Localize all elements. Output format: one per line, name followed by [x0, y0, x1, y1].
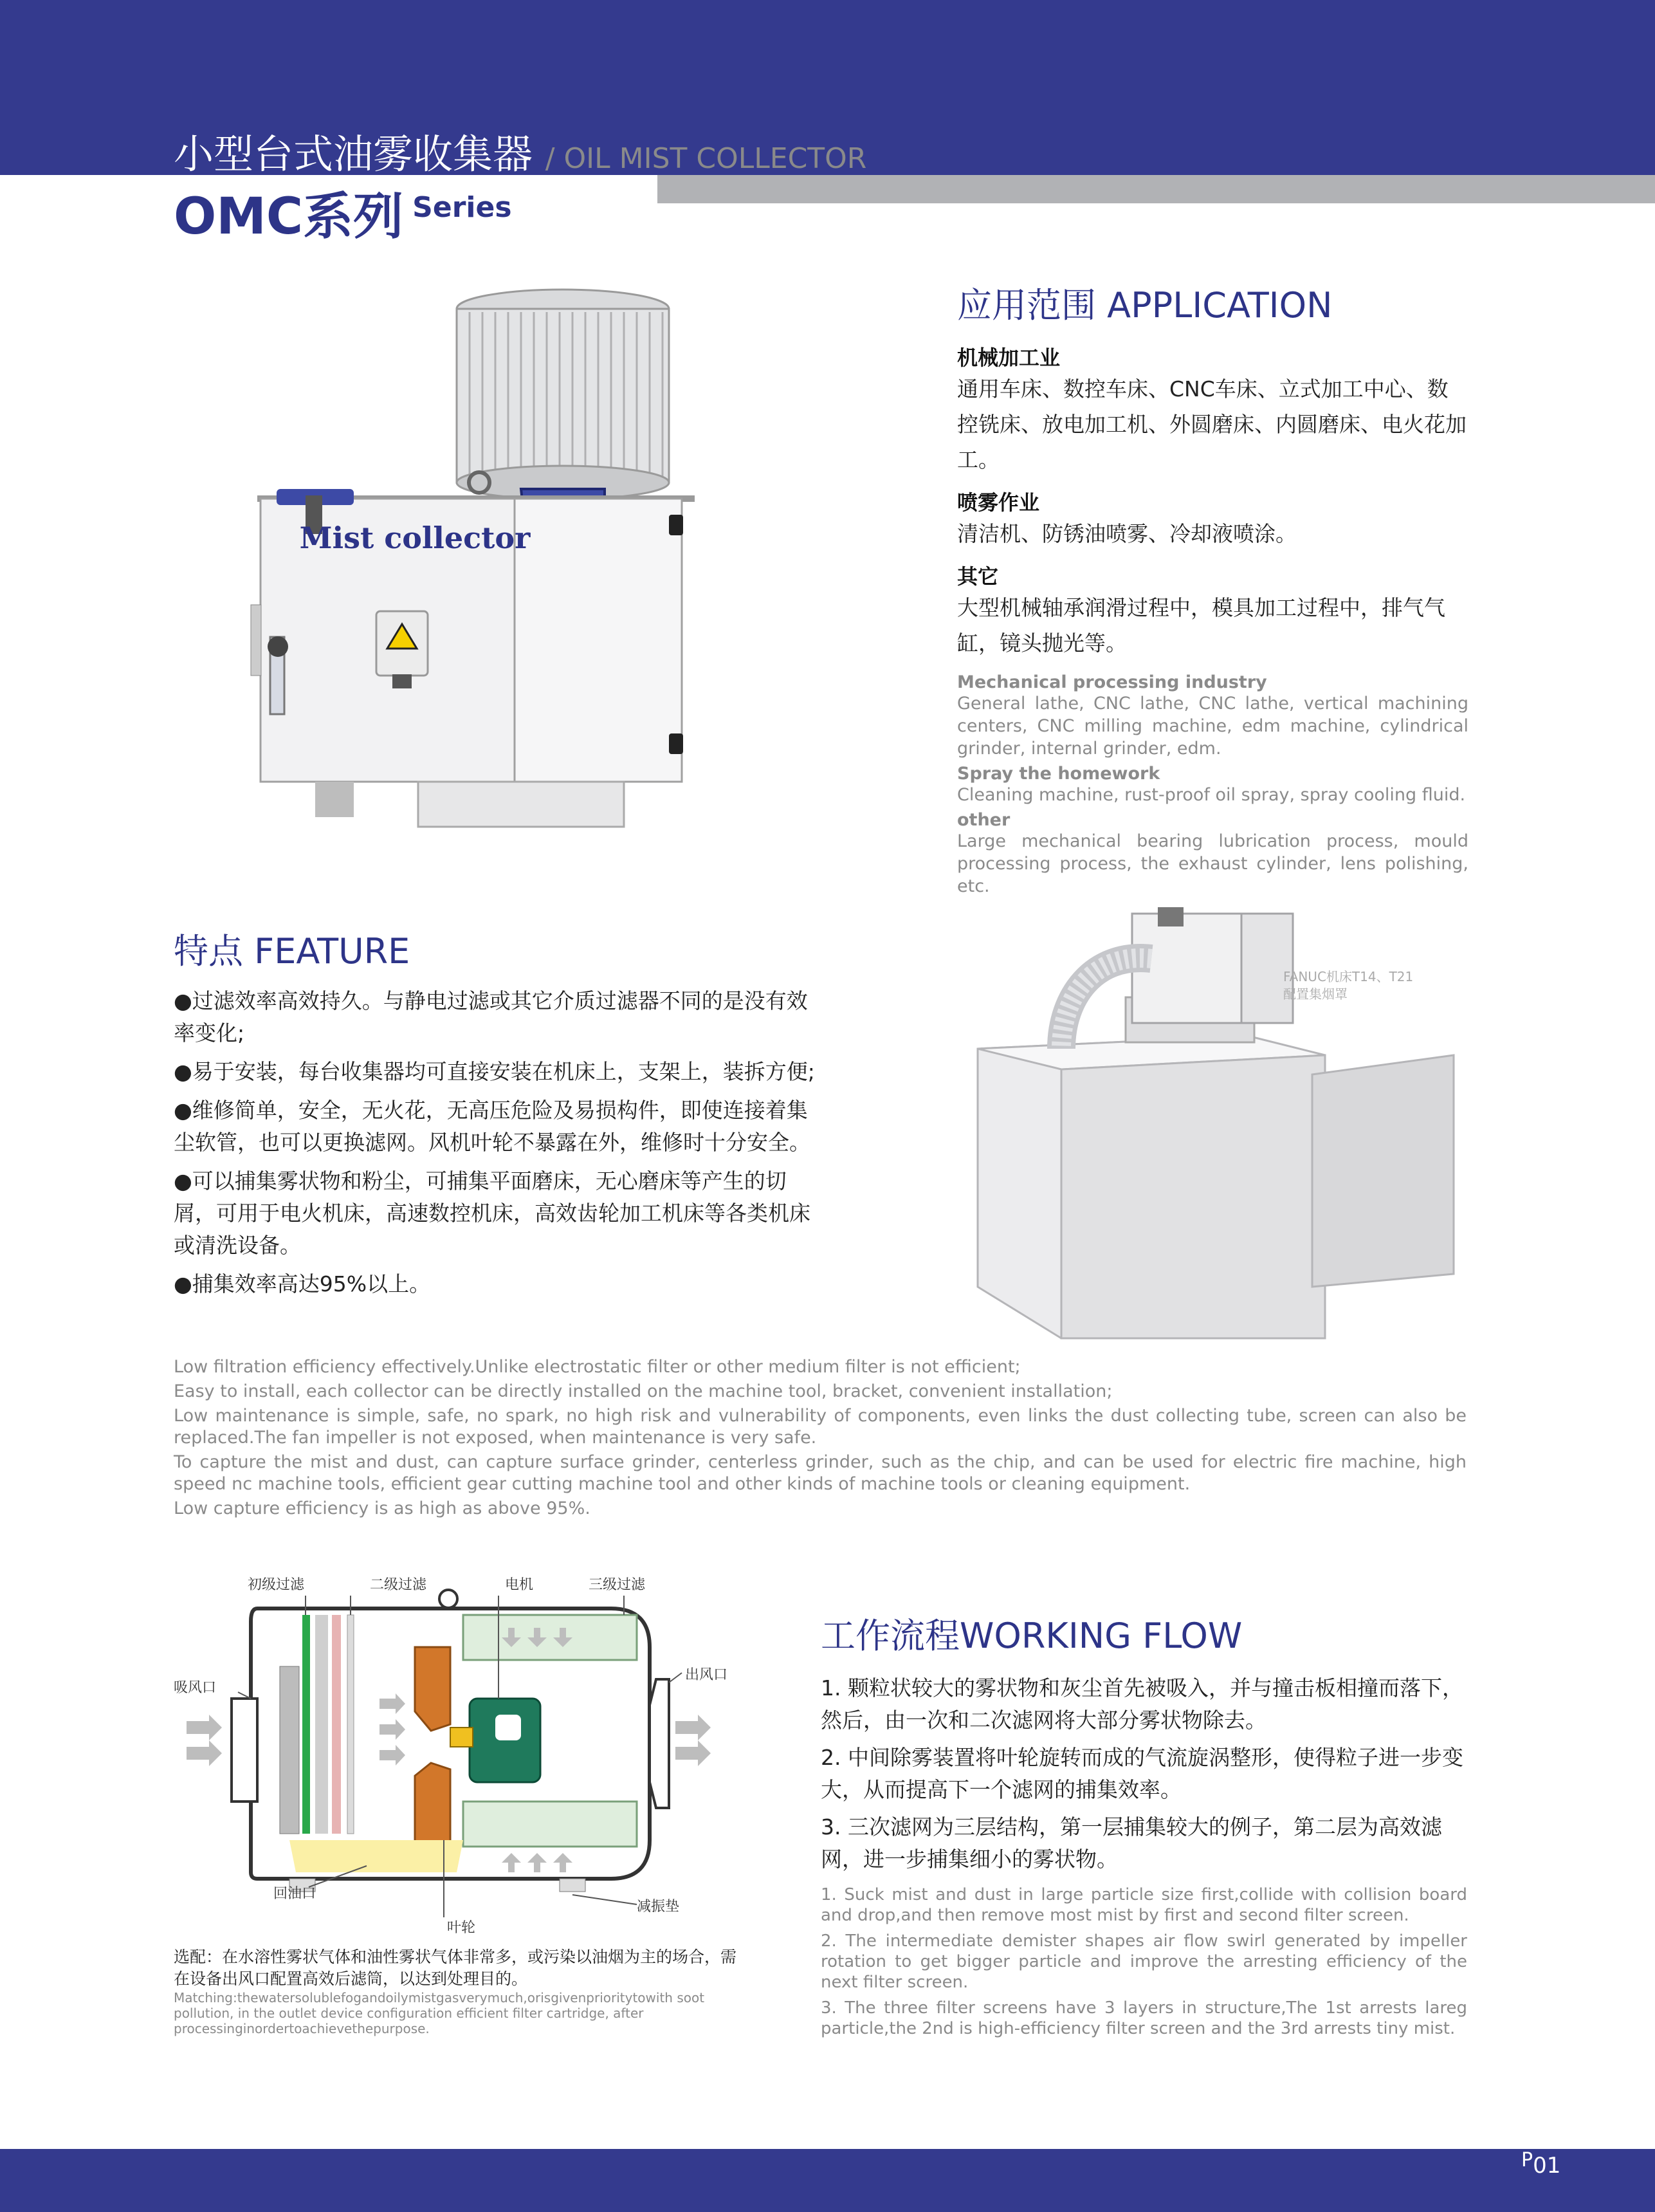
- label-motor: 电机: [505, 1577, 534, 1593]
- application-en-group-3: [957, 810, 1468, 898]
- feature-list-en: [174, 1356, 1467, 1522]
- application-group-title: 喷雾作业: [957, 490, 1040, 515]
- working-flow-step-en: 3. The three filter screens have 3 layers in structure,The 1st arrests lareg particle,the 2nd is high-efficiency filter screen and the 3rd arrests tiny mist.: [821, 1998, 1467, 2038]
- feature-item: ●可以捕集雾状物和粉尘，可捕集平面磨床，无心磨床等产生的切屑，可用于电火机床，高速数控机床，高效齿轮加工机床等各类机床或清洗设备。: [174, 1168, 810, 1258]
- footer-band: [0, 2149, 1655, 2212]
- application-group-1: [957, 342, 1468, 477]
- application-group-text: 清洁机、防锈油喷雾、冷却液喷涂。: [957, 521, 1297, 546]
- photo-caption-line1: FANUC机床T14、T21: [1283, 969, 1414, 984]
- feature-item-en: Low maintenance is simple, safe, no spark, no high risk and vulnerability of components, even links the dust collecting tube, screen can also be replaced.The fan impeller is not exposed, when maintenance is very safe.: [174, 1406, 1467, 1448]
- application-group-title: 其它: [957, 564, 999, 589]
- application-en-group-2: [957, 764, 1468, 806]
- secondary-filter: [347, 1615, 354, 1834]
- outlet-arrows: [675, 1715, 711, 1766]
- application-group-3: [957, 560, 1468, 661]
- application-group-text: 大型机械轴承润滑过程中，模具加工过程中，排气气缸，镜头抛光等。: [957, 595, 1445, 656]
- label-inlet: 吸风口: [174, 1680, 217, 1696]
- label-outlet: 出风口: [685, 1667, 728, 1683]
- page-title: [174, 122, 866, 180]
- working-flow-step: 3. 三次滤网为三层结构，第一层捕集较大的例子，第二层为高效滤网，进一步捕集细小的雾状物。: [821, 1814, 1442, 1872]
- inlet-port: [232, 1699, 257, 1802]
- working-flow-steps-en: [821, 1885, 1467, 2039]
- filter-cartridge: [457, 290, 669, 499]
- working-flow-step: 2. 中间除雾装置将叶轮旋转而成的气流旋涡整形，使得粒子进一步变大，从而提高下一个滤网的捕集效率。: [821, 1745, 1463, 1802]
- feature-item: ●维修简单，安全，无火花，无高压危险及易损构件，即使连接着集尘软管，也可以更换滤网。风机叶轮不暴露在外，维修时十分安全。: [174, 1098, 810, 1155]
- application-en-text: Large mechanical bearing lubrication process, mould processing process, the exhaust cylinder, lens polishing, etc.: [957, 831, 1468, 896]
- application-heading: 应用范围 APPLICATION: [957, 285, 1333, 326]
- feature-item-en: Easy to install, each collector can be directly installed on the machine tool, bracket, convenient installation;: [174, 1381, 1113, 1401]
- working-flow-steps-cn: [821, 1672, 1467, 1876]
- application-en-text: Cleaning machine, rust-proof oil spray, spray cooling fluid.: [957, 785, 1466, 805]
- feature-heading: 特点 FEATURE: [174, 931, 410, 972]
- working-flow-step-en: 2. The intermediate demister shapes air flow swirl generated by impeller rotation to get bigger particle and improve the arresting efficiency of the next filter screen.: [821, 1931, 1467, 1992]
- feature-item: ●捕集效率高达95%以上。: [174, 1271, 431, 1296]
- working-flow-step: 1. 颗粒状较大的雾状物和灰尘首先被吸入，并与撞击板相撞而落下，然后，由一次和二次滤网将大部分雾状物除去。: [821, 1675, 1463, 1733]
- application-en-title: Mechanical processing industry: [957, 672, 1267, 692]
- label-damper: 减振垫: [637, 1899, 680, 1915]
- application-section: [957, 278, 1468, 898]
- diagram-note: [174, 1946, 746, 2036]
- series-name: OMC系列: [174, 188, 404, 246]
- application-group-title: 机械加工业: [957, 346, 1061, 370]
- oil-return-area: [289, 1840, 463, 1872]
- tertiary-filter-bottom: [463, 1802, 637, 1847]
- application-en-title: other: [957, 810, 1010, 830]
- title-en: / OIL MIST COLLECTOR: [545, 142, 867, 175]
- page-prefix: P: [1521, 2149, 1533, 2171]
- label-tertiary-filter: 三级过滤: [589, 1577, 646, 1593]
- primary-filter: [302, 1615, 310, 1834]
- machine-photo: [965, 901, 1460, 1351]
- diagram-note-en: Matching:thewatersolublefogandoilymistgasverymuch,orisgivenprioritytowith soot pollution, in the outlet device configuration efficient filter cartridge, after processinginordertoachievethepurpose.: [174, 1990, 705, 2036]
- working-flow-step-en: 1. Suck mist and dust in large particle size first,collide with collision board and drop,and then remove most mist by first and second filter screen.: [821, 1885, 1467, 1925]
- working-flow-heading: 工作流程WORKING FLOW: [821, 1616, 1243, 1656]
- feature-list-cn: [174, 985, 823, 1300]
- product-label: Mist collector: [299, 521, 531, 555]
- inlet-arrows: [187, 1715, 222, 1766]
- airflow-diagram: [161, 1570, 791, 1943]
- tertiary-filter-top: [463, 1615, 637, 1660]
- application-group-text: 通用车床、数控车床、CNC车床、立式加工中心、数控铣床、放电加工机、外圆磨床、内圆磨床、电火花加工。: [957, 376, 1467, 472]
- photo-caption-line2: 配置集烟罩: [1283, 986, 1348, 1002]
- working-flow-section: [821, 1608, 1467, 2044]
- feature-item-en: To capture the mist and dust, can capture surface grinder, centerless grinder, such as the chip, and can be used for electric fire machine, high speed nc machine tools, efficient gear cutting machine tool and other kinds of machine tools or cleaning equipment.: [174, 1452, 1467, 1494]
- label-oil-return: 回油口: [273, 1886, 316, 1902]
- application-en-title: Spray the homework: [957, 764, 1160, 784]
- product-image: [238, 277, 701, 849]
- series-suffix: Series: [412, 191, 512, 224]
- diagram-note-cn: 选配：在水溶性雾状气体和油性雾状气体非常多，或污染以油烟为主的场合，需在设备出风口配置高效后滤筒，以达到处理目的。: [174, 1948, 737, 1988]
- application-group-2: [957, 486, 1468, 551]
- feature-item: ●过滤效率高效持久。与静电过滤或其它介质过滤器不同的是没有效率变化;: [174, 988, 808, 1046]
- outlet-port: [650, 1679, 669, 1808]
- feature-item-en: Low capture efficiency is as high as above 95%.: [174, 1498, 590, 1518]
- page-number: [1521, 2149, 1560, 2179]
- application-en-text: General lathe, CNC lathe, CNC lathe, vertical machining centers, CNC milling machine, edm machine, cylindrical grinder, internal grinder, edm.: [957, 694, 1468, 759]
- impeller-upper: [415, 1647, 450, 1731]
- series-title: [174, 176, 512, 248]
- feature-item: ●易于安装，每台收集器均可直接安装在机床上，支架上，装拆方便;: [174, 1059, 815, 1084]
- label-secondary-filter: 二级过滤: [370, 1577, 427, 1593]
- title-cn: 小型台式油雾收集器: [174, 131, 533, 178]
- feature-section: [174, 924, 823, 1307]
- feature-item-en: Low filtration efficiency effectively.Unlike electrostatic filter or other medium filter is not efficient;: [174, 1357, 1021, 1377]
- impact-plate: [280, 1666, 299, 1834]
- page-number-value: 01: [1533, 2153, 1561, 2179]
- label-impeller: 叶轮: [447, 1920, 476, 1936]
- impeller-lower: [415, 1763, 450, 1847]
- label-primary-filter: 初级过滤: [248, 1577, 305, 1593]
- application-en-group-1: [957, 672, 1468, 760]
